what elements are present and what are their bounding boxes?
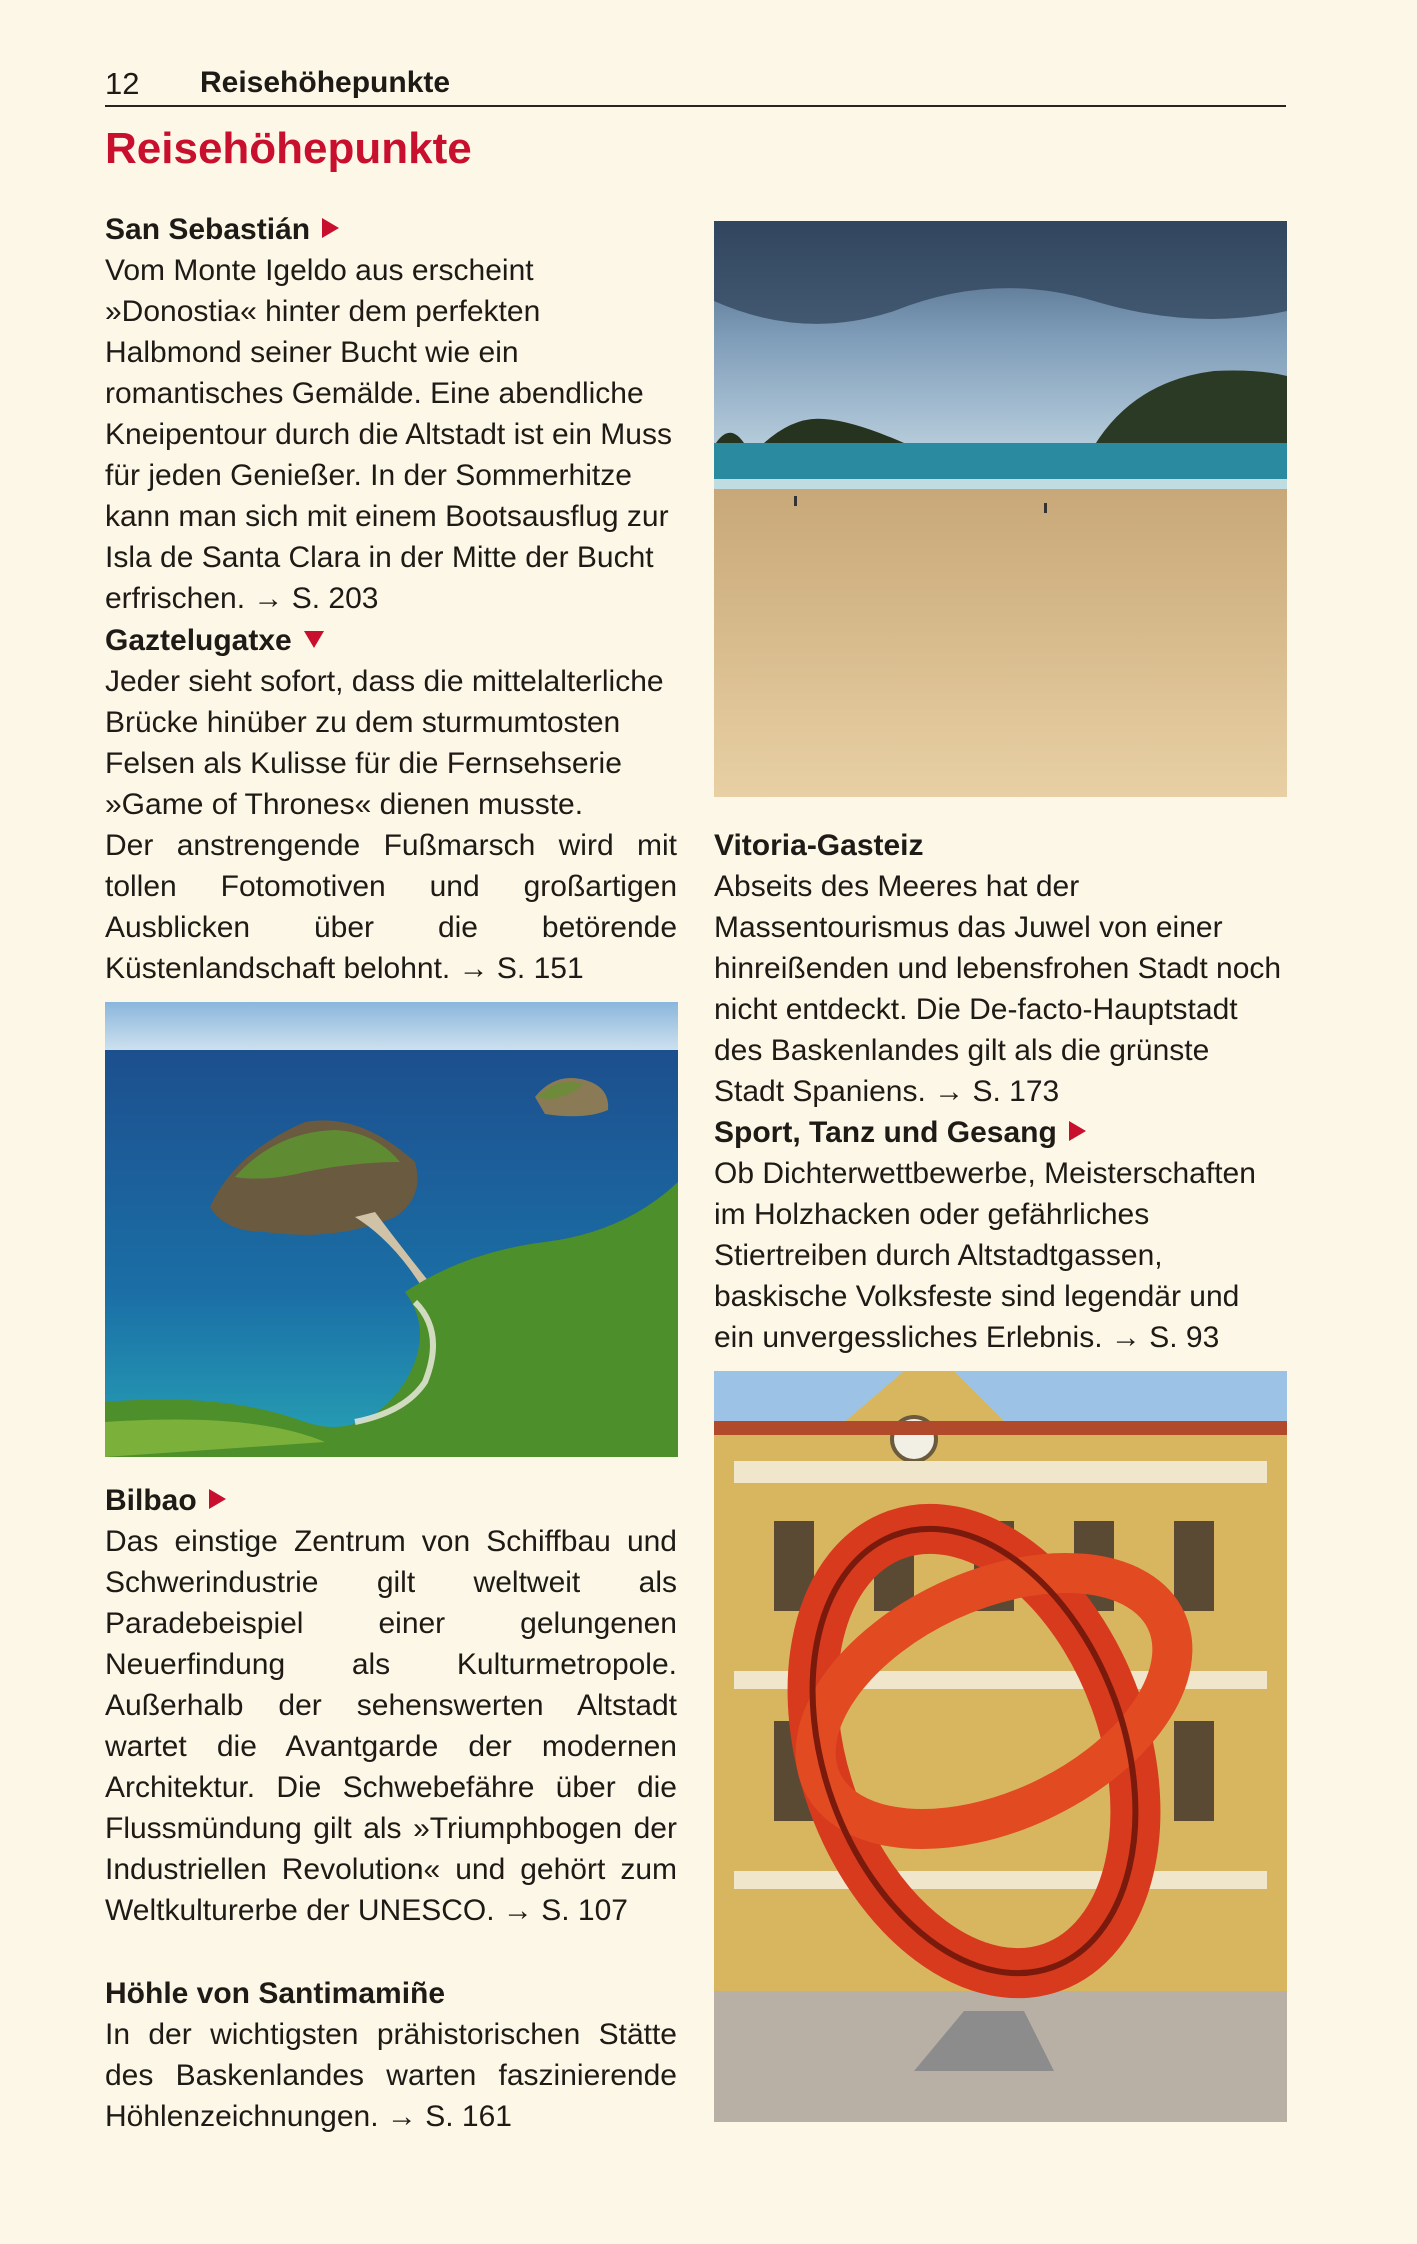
section-title: Vitoria-Gasteiz [714,829,924,862]
section-text: In der wichtigsten prähistorischen Stätte des Baskenlandes warten faszinierende Höhlenzeichnungen. → S. 161 [105,2018,677,2133]
page-title: Reisehöhepunkte [105,124,472,173]
section-text: Abseits des Meeres hat der Massentourismus das Juwel von einer hinreißenden und lebensfrohen Stadt noch nicht entdeckt. Die De-facto-Hauptstadt des Baskenlandes gilt als die grünste Stadt Spaniens. → S. 173 [714,870,1282,1108]
triangle-right-icon [1069,1121,1086,1141]
section-title-text: Sport, Tanz und Gesang [714,1116,1057,1149]
section-santimamine [105,1973,677,2137]
section-text: Das einstige Zentrum von Schiffbau und Schwerindustrie gilt weltweit als Paradebeispiel einer gelungenen Neuerfindung als Kulturmetropole. Außerhalb der sehenswerten Altstadt wartet die Avantgarde der modernen Architektur. Die Schwebefähre über die Flussmündung gilt als »Triumphbogen der Industriellen Revolution« und gehört zum Weltkulturerbe der UNESCO. → S. 107 [105,1525,677,1927]
section-title: Höhle von Santimamiñe [105,1977,446,2010]
section-text: Jeder sieht sofort, dass die mittelalterliche Brücke hinüber zu dem sturmumtosten Felsen als Kulisse für die Fernsehserie »Game of Thrones« dienen musste. [105,665,664,821]
section-title-text: Gaztelugatxe [105,624,292,657]
section-title-text: Bilbao [105,1484,197,1517]
section-title [105,1480,677,1521]
section-title [714,1112,1286,1153]
section-title [105,209,677,250]
photo-san-sebastian-beach [714,221,1287,797]
section-bilbao [105,1480,677,1931]
triangle-right-icon [322,218,339,238]
page-number: 12 [105,66,140,101]
header-rule [105,105,1286,107]
section-text: Der anstrengende Fußmarsch wird mit tollen Fotomotiven und großartigen Ausblicken über die betörende Küstenlandschaft belohnt. → S. 151 [105,829,677,985]
section-san-sebastian [105,209,677,619]
triangle-right-icon [209,1489,226,1509]
photo-bilbao-sculpture [714,1371,1287,2122]
section-vitoria [714,825,1286,1112]
section-title-text: San Sebastián [105,213,311,246]
section-title [105,620,677,661]
section-text: Vom Monte Igeldo aus erscheint »Donostia« hinter dem perfekten Halbmond seiner Bucht wie ein romantisches Gemälde. Eine abendliche Kneipentour durch die Altstadt ist ein Muss für jeden Genießer. In der Sommerhitze kann man sich mit einem Bootsausflug zur Isla de Santa Clara in der Mitte der Bucht erfrischen. → S. 203 [105,254,672,615]
running-header: Reisehöhepunkte [200,66,451,99]
section-gaztelugatxe [105,620,677,989]
triangle-down-icon [304,631,324,648]
section-sport [714,1112,1286,1358]
section-text: Ob Dichterwettbewerbe, Meisterschaften im Holzhacken oder gefährliches Stiertreiben durch Altstadtgassen, baskische Volksfeste sind legendär und ein unvergessliches Erlebnis. → S. 93 [714,1157,1256,1354]
photo-gaztelugatxe [105,1002,678,1457]
